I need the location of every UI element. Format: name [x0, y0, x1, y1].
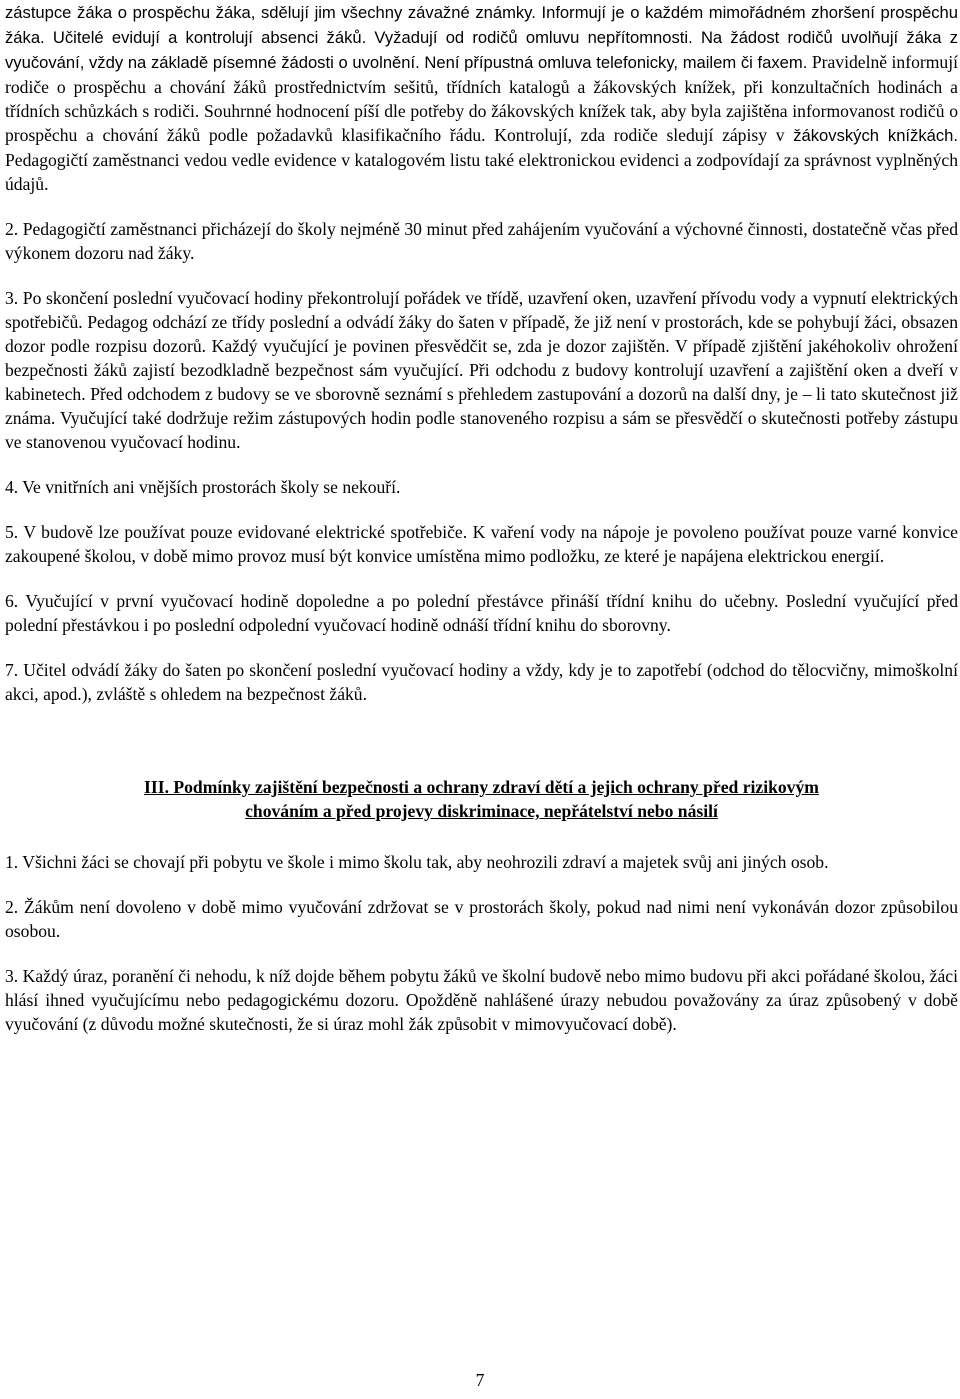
- section-iii-heading-line-2: chováním a před projevy diskriminace, nepřátelství nebo násilí: [245, 801, 718, 821]
- page-number: 7: [475, 1370, 485, 1390]
- document-page: [5, 0, 958, 1036]
- intro-text-serif-2: Pedagogičtí zaměstnanci vedou vedle evidence v katalogovém listu také elektronickou evidenci a zodpovídají za správnost vyplněných údajů.: [5, 150, 958, 194]
- section-iii-paragraph-2: 2. Žákům není dovoleno v době mimo vyučování zdržovat se v prostorách školy, pokud nad nimi není vykonáván dozor způsobilou osobou.: [5, 897, 958, 941]
- section-iii-paragraph-3: 3. Každý úraz, poranění či nehodu, k níž dojde během pobytu žáků ve školní budově nebo mimo budovu při akci pořádané školou, žáci hlásí ihned vyučujícímu nebo pedagogickému dozoru. Opožděně nahlášené úrazy nebudou považovány za úraz způsobený v době vyučování (z důvodu možné skutečnosti, že si úraz mohl žák způsobit v mimovyučovací době).: [5, 966, 958, 1034]
- paragraph-2: 2. Pedagogičtí zaměstnanci přicházejí do školy nejméně 30 minut před zahájením vyučování a výchovné činnosti, dostatečně včas před výkonem dozoru nad žáky.: [5, 219, 958, 263]
- section-iii-heading: [5, 775, 958, 823]
- intro-text-sans-2: žákovských knížkách.: [793, 126, 958, 145]
- paragraph-7: 7. Učitel odvádí žáky do šaten po skončení poslední vyučovací hodiny a vždy, kdy je to zapotřebí (odchod do tělocvičny, mimoškolní akci, apod.), zvláště s ohledem na bezpečnost žáků.: [5, 660, 958, 704]
- section-iii-paragraph-1: 1. Všichni žáci se chovají při pobytu ve škole i mimo školu tak, aby neohrozili zdraví a majetek svůj ani jiných osob.: [5, 852, 829, 872]
- intro-paragraph: [5, 0, 958, 196]
- paragraph-5: 5. V budově lze používat pouze evidované elektrické spotřebiče. K vaření vody na nápoje je povoleno používat pouze varné konvice zakoupené školou, v době mimo provoz musí být konvice umístěna mimo podložku, ze které je napájena elektrickou energií.: [5, 522, 958, 566]
- paragraph-6: 6. Vyučující v první vyučovací hodině dopoledne a po polední přestávce přináší třídní knihu do učebny. Poslední vyučující před polední přestávkou i po poslední odpolední vyučovací hodině odnáší třídní knihu do sborovny.: [5, 591, 958, 635]
- paragraph-3: 3. Po skončení poslední vyučovací hodiny překontrolují pořádek ve třídě, uzavření oken, uzavření přívodu vody a vypnutí elektrických spotřebičů. Pedagog odchází ze třídy poslední a odvádí žáky do šaten v případě, že již není v prostorách, kde se pohybují žáci, obsazen dozor podle rozpisu dozorů. Každý vyučující je povinen přesvědčit se, zda je dozor zajištěn. V případě zjištění jakéhokoliv ohrožení bezpečnosti žáků zajistí bezodkladně bezpečnost sám vyučující. Při odchodu z budovy kontrolují uzavření a zajištění oken a dveří v kabinetech. Před odchodem z budovy se ve sborovně seznámí s přehledem zastupování a dozorů na další dny, je – li tato skutečnost již známa. Vyučující také dodržuje režim zástupových hodin podle stanoveného rozpisu a sám se přesvědčí o skutečnosti potřeby zástupu ve stanovenou vyučovací hodinu.: [5, 288, 958, 452]
- paragraph-4: 4. Ve vnitřních ani vnějších prostorách školy se nekouří.: [5, 477, 401, 497]
- intro-text-serif: Pravidelně informují rodiče o prospěchu a chování žáků prostřednictvím sešitů, třídních katalogů a žákovských knížek, při konzultačních hodinách a třídních schůzkách s rodiči. Souhrnné hodnocení píší dle potřeby do žákovských knížek tak, aby byla zajištěna informovanost rodičů o prospěchu a chování žáků podle požadavků klasifikačního řádu. Kontrolují, zda rodiče sledují zápisy v: [5, 52, 958, 145]
- intro-text-sans: zástupce žáka o prospěchu žáka, sdělují jim všechny závažné známky. Informují je o každém mimořádném zhoršení prospěchu žáka. Učitelé evidují a kontrolují absenci žáků. Vyžadují od rodičů omluvu nepřítomnosti. Na žádost rodičů uvolňují žáka z vyučování, vždy na základě písemné žádosti o uvolnění. Není přípustná omluva telefonicky, mailem či faxem.: [5, 3, 958, 72]
- section-iii-heading-line-1: III. Podmínky zajištění bezpečnosti a ochrany zdraví dětí a jejich ochrany před rizikovým: [144, 777, 819, 797]
